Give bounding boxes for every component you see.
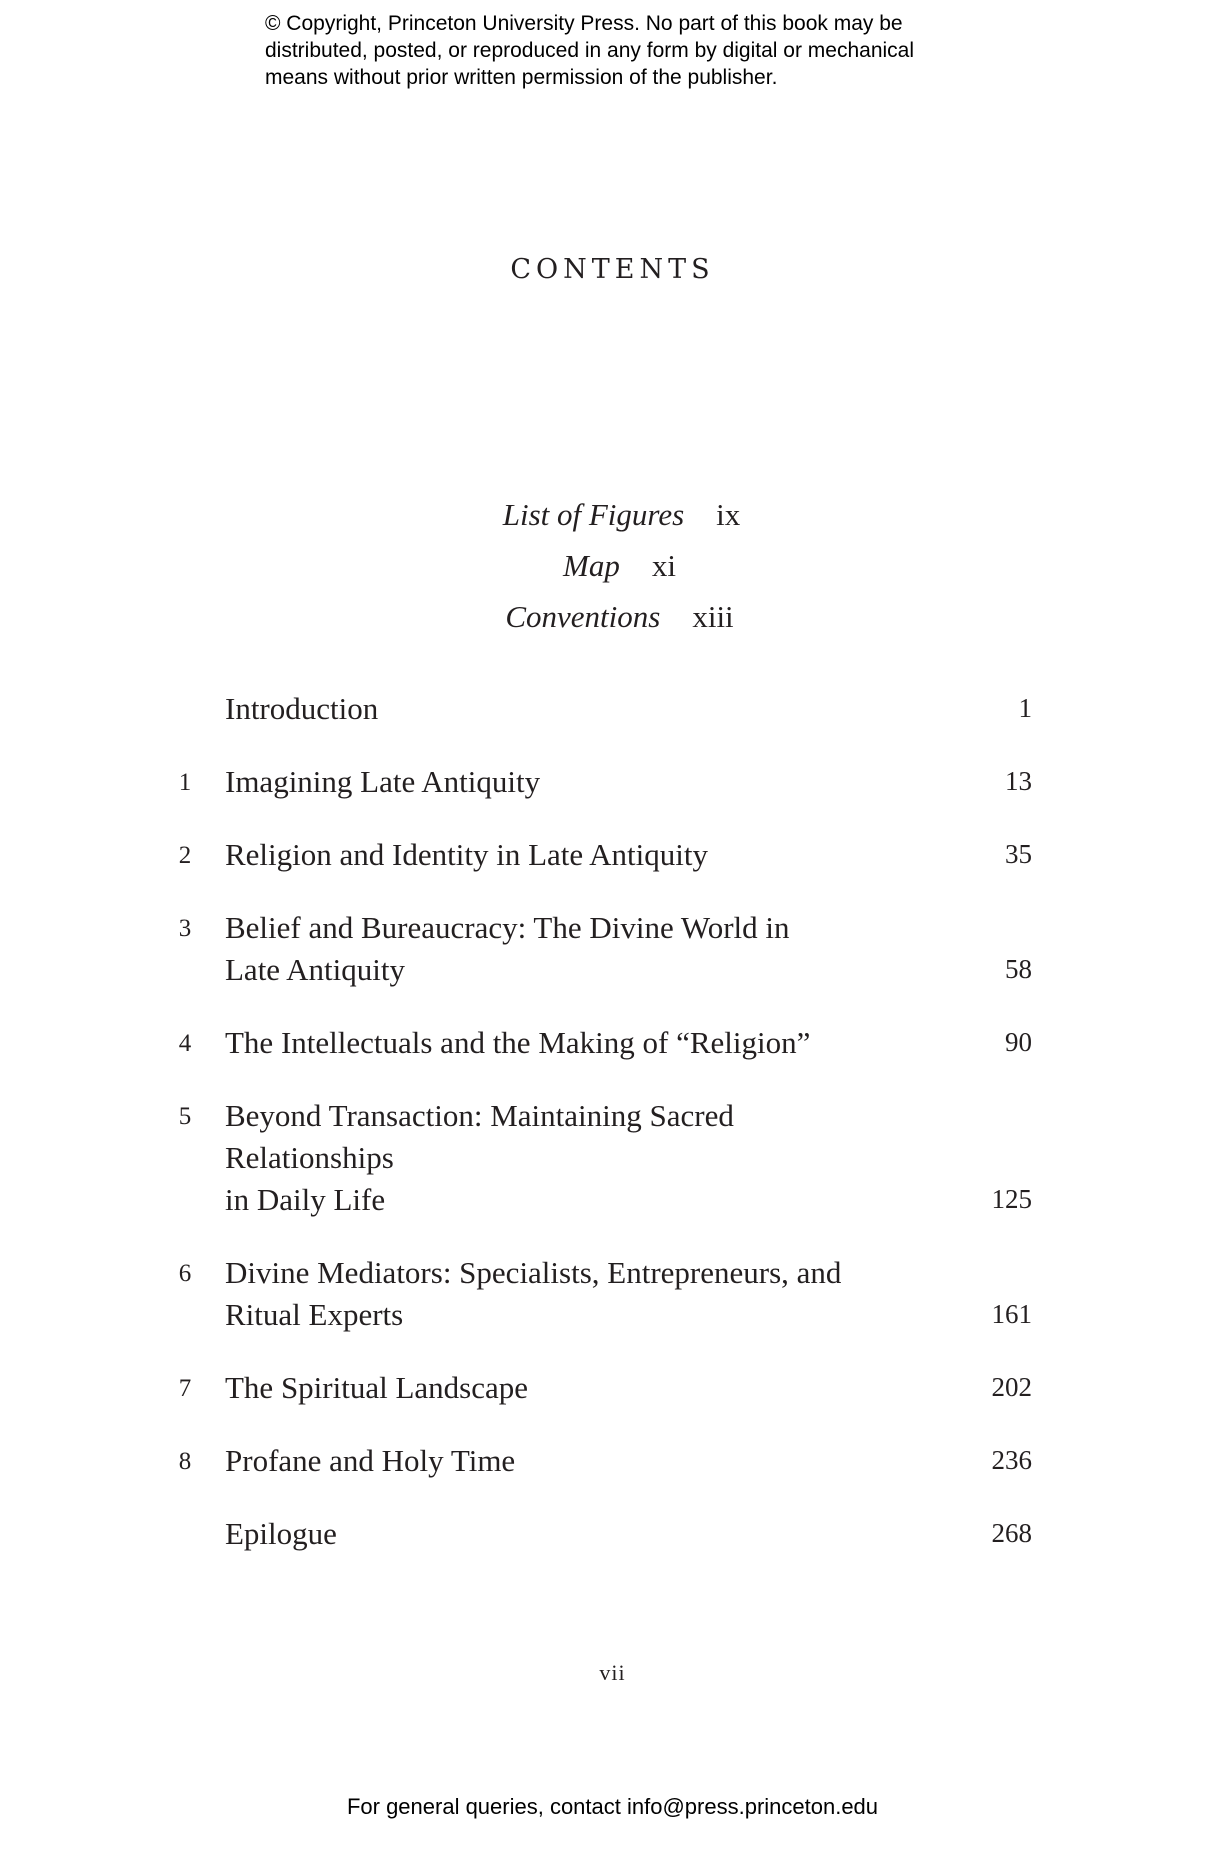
chapter-title-line: The Spiritual Landscape: [225, 1370, 529, 1405]
toc-entry: [170, 1513, 1032, 1555]
front-matter-page: ix: [716, 497, 741, 532]
toc-entry: [170, 1022, 1032, 1064]
chapter-page: 58: [1005, 954, 1032, 984]
chapter-title: [225, 1513, 905, 1555]
toc-entry: [170, 761, 1032, 803]
chapter-title: [225, 907, 905, 991]
chapter-title-line: Religion and Identity in Late Antiquity: [225, 837, 709, 872]
chapter-title-line: Profane and Holy Time: [225, 1443, 516, 1478]
chapter-title-line: Divine Mediators: Specialists, Entrepreneurs, and: [225, 1255, 842, 1290]
chapter-page: 236: [991, 1445, 1032, 1475]
toc-entry: [170, 1440, 1032, 1482]
chapter-title-line: Beyond Transaction: Maintaining Sacred Relationships: [225, 1098, 734, 1175]
toc-entry: [170, 1095, 1032, 1221]
chapter-page: 161: [991, 1299, 1032, 1329]
chapter-title: [225, 834, 905, 876]
chapter-title-line: Epilogue: [225, 1516, 337, 1551]
chapter-page: 1: [1018, 693, 1032, 723]
chapter-title-line: in Daily Life: [225, 1182, 386, 1217]
chapter-page: 125: [991, 1184, 1032, 1214]
chapter-title: [225, 1022, 905, 1064]
copyright-notice: [265, 10, 1025, 91]
front-matter-title: List of Figures: [502, 497, 685, 532]
chapter-title: [225, 688, 905, 730]
chapter-page: 35: [1005, 839, 1032, 869]
chapter-page: 13: [1005, 766, 1032, 796]
chapter-title-line: Introduction: [225, 691, 379, 726]
chapter-page: 90: [1005, 1027, 1032, 1057]
footer-contact: For general queries, contact info@press.princeton.edu: [346, 1794, 879, 1819]
chapter-title-line: Imagining Late Antiquity: [225, 764, 541, 799]
chapter-title-line: Ritual Experts: [225, 1297, 404, 1332]
chapter-page: 268: [991, 1518, 1032, 1548]
page-title: CONTENTS: [510, 254, 715, 285]
chapter-title: [225, 761, 905, 803]
chapter-number: 4: [178, 1030, 192, 1057]
chapter-title-line: The Intellectuals and the Making of “Religion”: [225, 1025, 811, 1060]
chapter-number: 1: [178, 769, 192, 796]
chapter-title: [225, 1367, 905, 1409]
chapter-number: 7: [178, 1375, 192, 1402]
page-number: vii: [599, 1660, 626, 1685]
front-matter-page: xi: [651, 548, 676, 583]
chapter-number: 5: [178, 1103, 192, 1130]
copyright-line: means without prior written permission of the publisher.: [265, 66, 778, 89]
front-matter-item: [0, 548, 1225, 599]
toc-entry: [170, 1367, 1032, 1409]
chapter-page: 202: [991, 1372, 1032, 1402]
chapter-title: [225, 1252, 905, 1336]
chapter-number: 2: [178, 842, 192, 869]
front-matter-page: xiii: [692, 599, 734, 634]
copyright-line: distributed, posted, or reproduced in any form by digital or mechanical: [265, 39, 915, 62]
toc-entry: [170, 907, 1032, 991]
chapter-title-line: Late Antiquity: [225, 952, 405, 987]
front-matter-title: Map: [563, 548, 620, 583]
toc-entry: [170, 688, 1032, 730]
chapter-number: 8: [178, 1448, 192, 1475]
front-matter-title: Conventions: [505, 599, 661, 634]
copyright-line: © Copyright, Princeton University Press. No part of this book may be: [265, 12, 903, 35]
chapter-number: 3: [178, 915, 192, 942]
chapter-number: 6: [178, 1260, 192, 1287]
front-matter-item: [0, 497, 1225, 548]
toc-entry: [170, 834, 1032, 876]
chapter-title: [225, 1440, 905, 1482]
front-matter-item: [0, 599, 1225, 650]
toc-entry: [170, 1252, 1032, 1336]
table-of-contents: [170, 688, 1032, 1586]
chapter-title: [225, 1095, 905, 1221]
front-matter-list: [0, 497, 1225, 650]
chapter-title-line: Belief and Bureaucracy: The Divine World in: [225, 910, 790, 945]
